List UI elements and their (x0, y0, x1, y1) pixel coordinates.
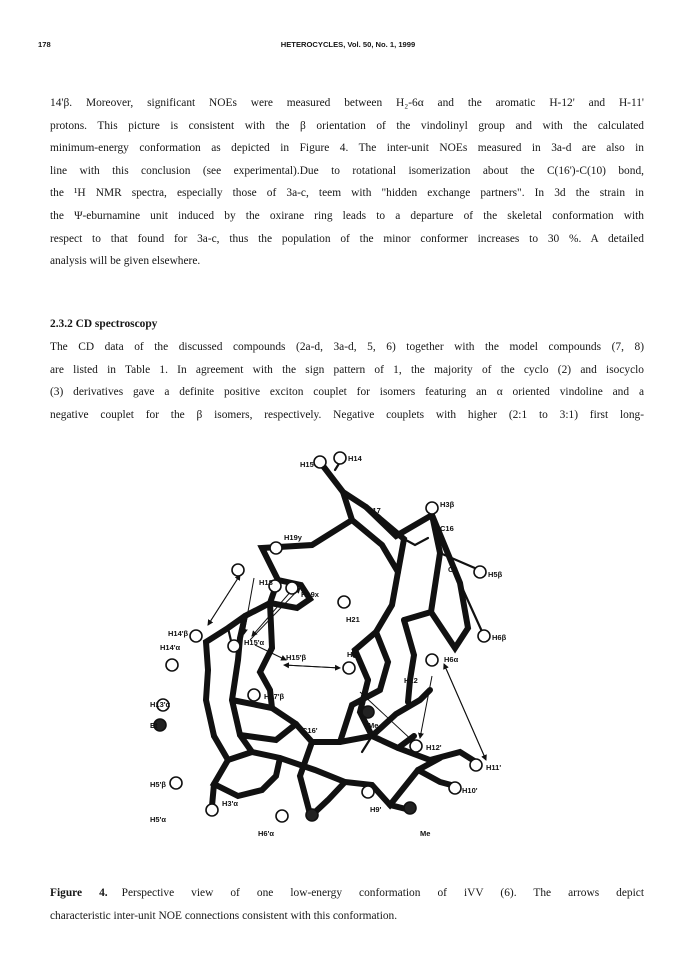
text-line: line with this conclusion (see experimental).Due to rotational isomerization about the C(16')-C(10) bond, (50, 164, 644, 177)
figure-caption (50, 882, 644, 927)
caption-text: Perspective view of one low-energy conformation of iVV (6). The arrows depict (121, 887, 644, 899)
atom-label: H9' (370, 805, 382, 814)
text-line: minimum-energy conformation as depicted in Figure 4. The inter-unit NOEs measured in 3a-d are also in (50, 142, 644, 155)
atom-label: H14 (348, 454, 362, 463)
atom-label: H19x (301, 590, 319, 599)
atom-label: H18 (259, 578, 273, 587)
atom-label: H10' (462, 786, 478, 795)
atom-label: H15'β (286, 653, 307, 662)
text-line: negative couplet for the β isomers, respectively. Negative couplets with higher (2:1 to 3:1) first long- (50, 408, 644, 421)
paragraph-noe (50, 92, 644, 273)
molecule-diagram (150, 418, 550, 858)
atom-label: H13'α (150, 700, 171, 709)
text-line: The CD data of the discussed compounds (2a-d, 3a-d, 5, 6) together with the model compounds (7, 8) (50, 341, 644, 353)
atom-label: H12 (404, 676, 418, 685)
atom-label: H6'α (258, 829, 274, 838)
section-heading: 2.3.2 CD spectroscopy (50, 318, 158, 330)
molecule-figure (150, 418, 550, 858)
atom-label: C16 (440, 524, 454, 533)
text-line: protons. This picture is consistent with the β orientation of the vindolinyl group and with the calculated (50, 119, 644, 132)
caption-label: Figure 4. (50, 887, 108, 899)
atom-label: H19y (284, 533, 302, 542)
atom-label: H6β (492, 633, 507, 642)
atom-label: H12' (426, 743, 442, 752)
atom-label: Et (150, 721, 158, 730)
text-line: the ¹H NMR spectra, especially those of 3a-c, teem with "hidden exchange partners". In 3d the strain in (50, 187, 644, 200)
atom-label: Me (368, 721, 379, 730)
atom-label: Me (420, 829, 431, 838)
caption-line: characteristic inter-unit NOE connections consistent with this conformation. (50, 909, 398, 922)
paragraph-cd (50, 336, 644, 426)
text-line: the Ψ-eburnamine unit induced by the oxirane ring leads to a departure of the skeletal conformation with (50, 209, 644, 222)
atom-label: H5'α (150, 815, 166, 824)
text-line: analysis will be given elsewhere. (50, 255, 201, 268)
atom-label: H14'β (168, 629, 189, 638)
page-number: 178 (38, 40, 51, 49)
text-line: respect to that found for 3a-c, thus the population of the minor conformer increases to 30 %. A detailed (50, 232, 644, 245)
atom-label: H21 (346, 615, 360, 624)
text-line: are listed in Table 1. In agreement with the sign pattern of 1, the majority of the cyclo (2) and isocyclo (50, 363, 644, 376)
atom-label: C17 (367, 506, 381, 515)
atom-label: H5'β (150, 780, 166, 789)
atom-label: H17'β (264, 692, 285, 701)
caption-line (50, 882, 644, 905)
atom-label: C16' (302, 726, 318, 735)
atom-label: H15 (300, 460, 314, 469)
atom-label: H3β (440, 500, 455, 509)
atom-label: H11' (486, 763, 502, 772)
text-line: 14'β. Moreover, significant NOEs were measured between H₂-6α and the aromatic H-12' and H-11' (50, 97, 644, 109)
atom-label: C2 (448, 565, 458, 574)
atom-label: H5β (488, 570, 503, 579)
atom-label: H14'α (160, 643, 181, 652)
journal-title: HETEROCYCLES, Vol. 50, No. 1, 1999 (280, 40, 416, 49)
atom-label: H15'α (244, 638, 265, 647)
atom-label: H3'α (222, 799, 238, 808)
text-line: (3) derivatives gave a definite positive exciton couplet for isomers featuring an α oriented vindoline and a (50, 386, 644, 399)
running-header (38, 40, 658, 54)
atom-label: H6α (444, 655, 459, 664)
atom-label: H9 (347, 650, 357, 659)
